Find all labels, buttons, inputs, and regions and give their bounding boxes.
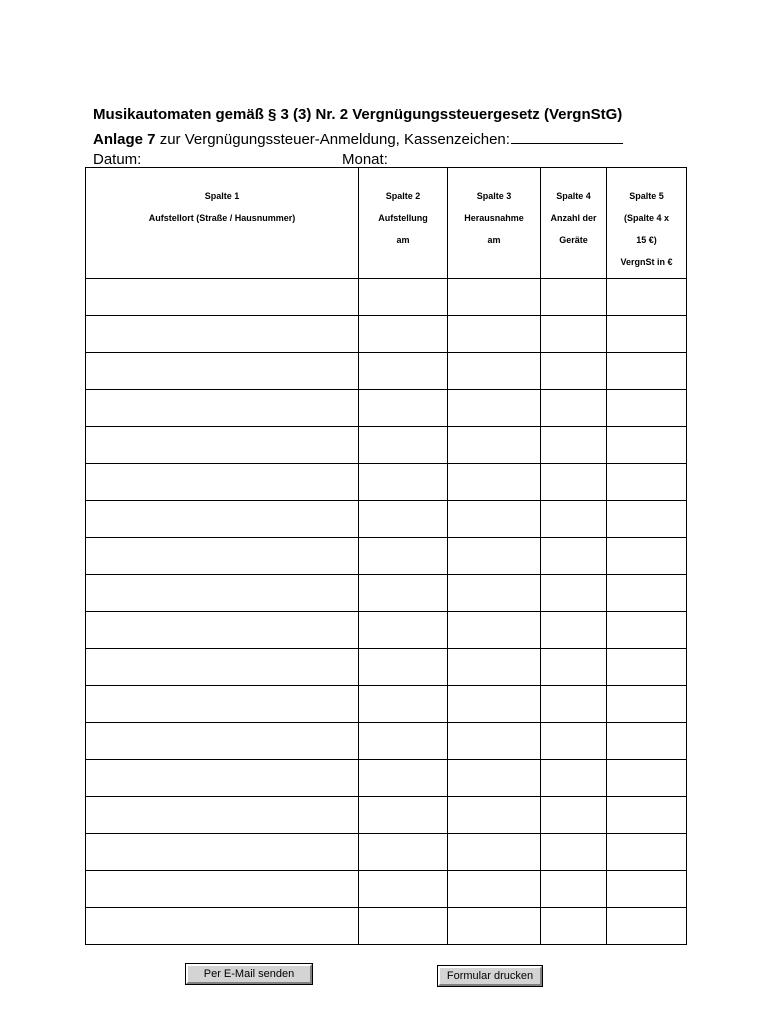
table-cell xyxy=(86,649,359,686)
table-row xyxy=(86,797,687,834)
table-cell xyxy=(86,760,359,797)
aufstellung-date-field[interactable] xyxy=(359,612,447,648)
aufstellort-field[interactable] xyxy=(86,501,358,537)
column-header-3 xyxy=(448,168,541,279)
aufstellort-field[interactable] xyxy=(86,649,358,685)
aufstellung-date-field[interactable] xyxy=(359,871,447,907)
table-cell xyxy=(448,316,541,353)
herausnahme-date-field[interactable] xyxy=(448,723,540,759)
aufstellung-date-field[interactable] xyxy=(359,538,447,574)
table-cell xyxy=(607,501,687,538)
table-row xyxy=(86,427,687,464)
table-row xyxy=(86,575,687,612)
table-cell xyxy=(541,871,607,908)
table-row xyxy=(86,464,687,501)
table-cell xyxy=(359,279,448,316)
aufstellort-field[interactable] xyxy=(86,538,358,574)
table-cell xyxy=(541,316,607,353)
table-cell xyxy=(607,464,687,501)
column-header-line: Aufstellung xyxy=(378,213,428,223)
table-cell xyxy=(448,649,541,686)
column-header-5 xyxy=(607,168,687,279)
vergnst-amount-field[interactable] xyxy=(607,908,686,944)
table-cell xyxy=(541,908,607,945)
table-cell xyxy=(607,649,687,686)
aufstellung-date-field[interactable] xyxy=(359,501,447,537)
vergnst-amount-field[interactable] xyxy=(607,723,686,759)
table-cell xyxy=(607,575,687,612)
form-table xyxy=(85,167,687,945)
column-header-line: Spalte 3 xyxy=(476,191,512,201)
anzahl-field[interactable] xyxy=(541,686,606,722)
table-cell xyxy=(541,353,607,390)
table-cell xyxy=(86,686,359,723)
table-row xyxy=(86,316,687,353)
column-header-1 xyxy=(86,168,359,279)
table-cell xyxy=(607,797,687,834)
aufstellort-field[interactable] xyxy=(86,797,358,833)
vergnst-amount-field[interactable] xyxy=(607,834,686,870)
vergnst-amount-field[interactable] xyxy=(607,686,686,722)
table-cell xyxy=(448,538,541,575)
table-cell xyxy=(607,612,687,649)
form-title: Musikautomaten gemäß § 3 (3) Nr. 2 Vergnügungssteuergesetz (VergnStG) xyxy=(93,106,623,123)
table-cell xyxy=(86,427,359,464)
table-cell xyxy=(607,279,687,316)
table-cell xyxy=(86,871,359,908)
herausnahme-date-field[interactable] xyxy=(448,871,540,907)
table-cell xyxy=(448,871,541,908)
anzahl-field[interactable] xyxy=(541,834,606,870)
table-cell xyxy=(541,390,607,427)
table-cell xyxy=(448,575,541,612)
vergnst-amount-field[interactable] xyxy=(607,501,686,537)
vergnst-amount-field[interactable] xyxy=(607,612,686,648)
anzahl-field[interactable] xyxy=(541,353,606,389)
aufstellort-field[interactable] xyxy=(86,316,358,352)
column-header-line: am xyxy=(396,235,410,245)
herausnahme-date-field[interactable] xyxy=(448,797,540,833)
table-row xyxy=(86,834,687,871)
table-cell xyxy=(86,390,359,427)
table-cell xyxy=(86,316,359,353)
anzahl-field[interactable] xyxy=(541,871,606,907)
aufstellort-field[interactable] xyxy=(86,612,358,648)
table-cell xyxy=(359,908,448,945)
table-cell xyxy=(607,353,687,390)
column-header-4 xyxy=(541,168,607,279)
aufstellort-field[interactable] xyxy=(86,575,358,611)
attachment-label: Anlage 7 xyxy=(93,131,156,148)
vergnst-amount-field[interactable] xyxy=(607,871,686,907)
vergnst-amount-field[interactable] xyxy=(607,279,686,315)
table-cell xyxy=(359,723,448,760)
herausnahme-date-field[interactable] xyxy=(448,760,540,796)
table-row xyxy=(86,908,687,945)
aufstellung-date-field[interactable] xyxy=(359,797,447,833)
column-header-line: Geräte xyxy=(559,235,588,245)
table-cell xyxy=(541,427,607,464)
kassenzeichen-field[interactable] xyxy=(511,129,623,144)
column-header-line: (Spalte 4 x xyxy=(623,213,670,223)
vergnst-amount-field[interactable] xyxy=(607,649,686,685)
table-cell xyxy=(86,353,359,390)
herausnahme-date-field[interactable] xyxy=(448,427,540,463)
table-cell xyxy=(359,501,448,538)
table-cell xyxy=(359,612,448,649)
subtitle-text: zur Vergnügungssteuer-Anmeldung, Kassenzeichen: xyxy=(155,131,510,148)
table-cell xyxy=(607,686,687,723)
table-cell xyxy=(86,834,359,871)
table-header-row xyxy=(86,168,687,279)
table-cell xyxy=(359,390,448,427)
aufstellort-field[interactable] xyxy=(86,908,358,944)
herausnahme-date-field[interactable] xyxy=(448,908,540,944)
table-body xyxy=(86,279,687,945)
table-cell xyxy=(607,834,687,871)
table-cell xyxy=(541,279,607,316)
table-cell xyxy=(607,538,687,575)
table-cell xyxy=(448,353,541,390)
table-cell xyxy=(541,834,607,871)
aufstellung-date-field[interactable] xyxy=(359,575,447,611)
table-row xyxy=(86,649,687,686)
table-row xyxy=(86,686,687,723)
aufstellung-date-field[interactable] xyxy=(359,390,447,426)
aufstellung-date-field[interactable] xyxy=(359,723,447,759)
table-cell xyxy=(448,390,541,427)
aufstellort-field[interactable] xyxy=(86,464,358,500)
aufstellort-field[interactable] xyxy=(86,686,358,722)
column-header-line: Aufstellort (Straße / Hausnummer) xyxy=(148,213,296,223)
table-cell xyxy=(448,279,541,316)
anzahl-field[interactable] xyxy=(541,797,606,833)
table-cell xyxy=(607,871,687,908)
table-cell xyxy=(359,760,448,797)
table-cell xyxy=(359,834,448,871)
aufstellort-field[interactable] xyxy=(86,427,358,463)
table-cell xyxy=(359,649,448,686)
table-cell xyxy=(607,427,687,464)
vergnst-amount-field[interactable] xyxy=(607,760,686,796)
anzahl-field[interactable] xyxy=(541,649,606,685)
column-header-line: Spalte 5 xyxy=(629,191,664,201)
table-row xyxy=(86,538,687,575)
table-cell xyxy=(541,538,607,575)
column-header-line: Spalte 2 xyxy=(385,191,421,201)
table-cell xyxy=(448,612,541,649)
herausnahme-date-field[interactable] xyxy=(448,390,540,426)
aufstellung-date-field[interactable] xyxy=(359,834,447,870)
aufstellung-date-field[interactable] xyxy=(359,316,447,352)
aufstellung-date-field[interactable] xyxy=(359,427,447,463)
table-cell xyxy=(86,612,359,649)
aufstellort-field[interactable] xyxy=(86,760,358,796)
herausnahme-date-field[interactable] xyxy=(448,538,540,574)
table-cell xyxy=(448,797,541,834)
herausnahme-date-field[interactable] xyxy=(448,834,540,870)
column-header-line: VergnSt in € xyxy=(620,257,673,267)
vergnst-amount-field[interactable] xyxy=(607,427,686,463)
anzahl-field[interactable] xyxy=(541,538,606,574)
herausnahme-date-field[interactable] xyxy=(448,279,540,315)
table-cell xyxy=(448,427,541,464)
table-cell xyxy=(86,723,359,760)
anzahl-field[interactable] xyxy=(541,723,606,759)
vergnst-amount-field[interactable] xyxy=(607,538,686,574)
anzahl-field[interactable] xyxy=(541,612,606,648)
anzahl-field[interactable] xyxy=(541,575,606,611)
herausnahme-date-field[interactable] xyxy=(448,353,540,389)
column-header-line: Spalte 1 xyxy=(204,191,240,201)
herausnahme-date-field[interactable] xyxy=(448,575,540,611)
table-row xyxy=(86,871,687,908)
table-cell xyxy=(359,871,448,908)
table-row xyxy=(86,390,687,427)
aufstellung-date-field[interactable] xyxy=(359,353,447,389)
vergnst-amount-field[interactable] xyxy=(607,464,686,500)
aufstellort-field[interactable] xyxy=(86,390,358,426)
table-cell xyxy=(86,797,359,834)
table-cell xyxy=(541,723,607,760)
table-cell xyxy=(86,575,359,612)
table-cell xyxy=(359,427,448,464)
print-form-button[interactable]: Formular drucken xyxy=(438,966,542,986)
table-row xyxy=(86,353,687,390)
herausnahme-date-field[interactable] xyxy=(448,501,540,537)
aufstellung-date-field[interactable] xyxy=(359,686,447,722)
table-cell xyxy=(359,464,448,501)
table-cell xyxy=(359,686,448,723)
anzahl-field[interactable] xyxy=(541,316,606,352)
table-cell xyxy=(541,464,607,501)
herausnahme-date-field[interactable] xyxy=(448,686,540,722)
table-row xyxy=(86,612,687,649)
herausnahme-date-field[interactable] xyxy=(448,464,540,500)
herausnahme-date-field[interactable] xyxy=(448,612,540,648)
table-cell xyxy=(541,760,607,797)
table-cell xyxy=(448,501,541,538)
aufstellort-field[interactable] xyxy=(86,834,358,870)
anzahl-field[interactable] xyxy=(541,908,606,944)
anzahl-field[interactable] xyxy=(541,279,606,315)
anzahl-field[interactable] xyxy=(541,760,606,796)
aufstellort-field[interactable] xyxy=(86,279,358,315)
table-cell xyxy=(359,538,448,575)
column-header-line: am xyxy=(487,235,501,245)
table-row xyxy=(86,760,687,797)
monat-label: Monat: xyxy=(342,151,388,168)
table-cell xyxy=(448,464,541,501)
table-row xyxy=(86,279,687,316)
aufstellort-field[interactable] xyxy=(86,871,358,907)
table-cell xyxy=(541,686,607,723)
table-cell xyxy=(607,390,687,427)
herausnahme-date-field[interactable] xyxy=(448,649,540,685)
aufstellung-date-field[interactable] xyxy=(359,279,447,315)
table-cell xyxy=(541,501,607,538)
table-cell xyxy=(448,723,541,760)
column-header-2 xyxy=(359,168,448,279)
table-cell xyxy=(86,279,359,316)
vergnst-amount-field[interactable] xyxy=(607,575,686,611)
table-cell xyxy=(86,538,359,575)
table-row xyxy=(86,723,687,760)
table-cell xyxy=(86,908,359,945)
aufstellort-field[interactable] xyxy=(86,353,358,389)
column-header-line: 15 €) xyxy=(636,235,657,245)
table-cell xyxy=(541,797,607,834)
table-cell xyxy=(359,575,448,612)
aufstellung-date-field[interactable] xyxy=(359,908,447,944)
table-cell xyxy=(448,686,541,723)
datum-label: Datum: xyxy=(93,151,142,168)
table-cell xyxy=(607,760,687,797)
vergnst-amount-field[interactable] xyxy=(607,390,686,426)
anzahl-field[interactable] xyxy=(541,501,606,537)
table-cell xyxy=(541,575,607,612)
column-header-line: Anzahl der xyxy=(550,213,597,223)
table-cell xyxy=(359,797,448,834)
vergnst-amount-field[interactable] xyxy=(607,316,686,352)
table-cell xyxy=(448,760,541,797)
aufstellung-date-field[interactable] xyxy=(359,760,447,796)
vergnst-amount-field[interactable] xyxy=(607,797,686,833)
table-cell xyxy=(607,908,687,945)
aufstellort-field[interactable] xyxy=(86,723,358,759)
table-cell xyxy=(86,501,359,538)
email-send-button[interactable]: Per E-Mail senden xyxy=(186,964,312,984)
anzahl-field[interactable] xyxy=(541,464,606,500)
table-cell xyxy=(541,649,607,686)
table-cell xyxy=(541,612,607,649)
table-cell xyxy=(86,464,359,501)
aufstellung-date-field[interactable] xyxy=(359,464,447,500)
table-cell xyxy=(359,353,448,390)
aufstellung-date-field[interactable] xyxy=(359,649,447,685)
column-header-line: Spalte 4 xyxy=(556,191,591,201)
table-cell xyxy=(607,316,687,353)
table-cell xyxy=(448,834,541,871)
form-subtitle xyxy=(93,129,623,148)
table-cell xyxy=(359,316,448,353)
herausnahme-date-field[interactable] xyxy=(448,316,540,352)
anzahl-field[interactable] xyxy=(541,390,606,426)
anzahl-field[interactable] xyxy=(541,427,606,463)
table-row xyxy=(86,501,687,538)
table-cell xyxy=(607,723,687,760)
table-cell xyxy=(448,908,541,945)
vergnst-amount-field[interactable] xyxy=(607,353,686,389)
column-header-line: Herausnahme xyxy=(464,213,524,223)
